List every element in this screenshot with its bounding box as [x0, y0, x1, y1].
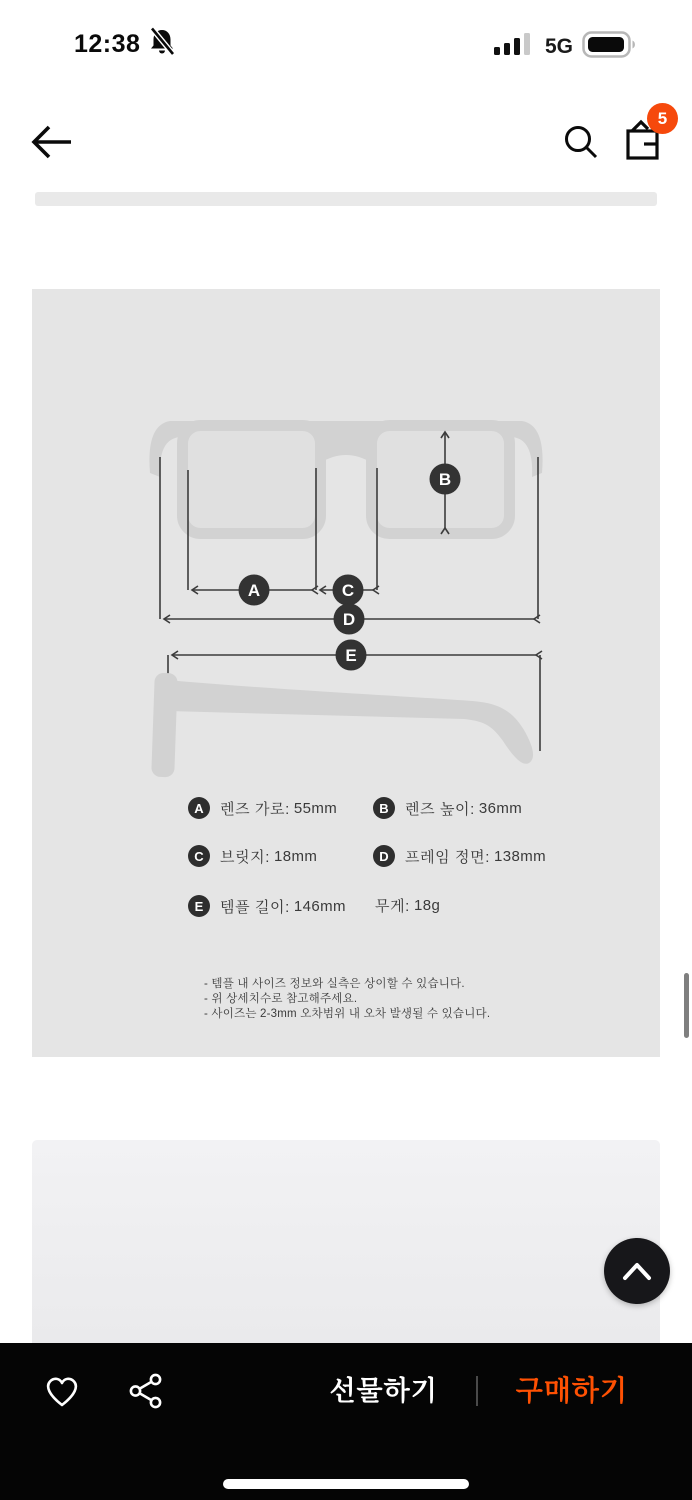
- network-type-label: 5G: [544, 34, 573, 58]
- spec-badge-c: C: [188, 845, 210, 867]
- bottom-action-bar: [0, 1343, 692, 1500]
- next-content-section: [32, 1140, 660, 1343]
- share-button[interactable]: [126, 1371, 166, 1411]
- search-icon[interactable]: [562, 123, 600, 161]
- spec-lens-width: A 렌즈 가로: 55mm: [188, 797, 337, 819]
- glasses-front-view: [149, 421, 542, 534]
- chevron-up-icon: [619, 1259, 655, 1283]
- home-indicator[interactable]: [223, 1479, 469, 1489]
- label-b: B: [438, 470, 452, 489]
- status-time: 12:38: [74, 30, 141, 58]
- section-divider-strip: [35, 192, 657, 206]
- glasses-temple-side-view: [151, 673, 533, 778]
- note-line: - 템플 내 사이즈 정보와 실측은 상이할 수 있습니다.: [204, 978, 465, 990]
- label-e: E: [345, 646, 357, 665]
- bell-muted-icon: [148, 27, 176, 62]
- spec-bridge: C 브릿지: 18mm: [188, 845, 317, 867]
- spec-lens-height: B 렌즈 높이: 36mm: [373, 797, 522, 819]
- size-notes: [204, 977, 490, 1022]
- app-header: [0, 95, 692, 192]
- buy-button[interactable]: 구매하기: [515, 1375, 628, 1406]
- spec-weight: 무게: 18g: [375, 897, 441, 915]
- status-bar: [0, 0, 692, 95]
- bottom-bar-divider: [476, 1376, 478, 1406]
- spec-frame-front: D 프레임 정면: 138mm: [373, 845, 546, 867]
- scroll-to-top-button[interactable]: [604, 1238, 670, 1304]
- size-guide-section: [32, 289, 660, 1057]
- cart-badge: 5: [647, 103, 678, 134]
- spec-badge-b: B: [373, 797, 395, 819]
- spec-badge-a: A: [188, 797, 210, 819]
- label-d: D: [342, 610, 356, 629]
- spec-temple-length: E 템플 길이: 146mm: [188, 895, 346, 917]
- gift-button[interactable]: 선물하기: [329, 1376, 438, 1406]
- label-c: C: [341, 581, 355, 600]
- spec-badge-e: E: [188, 895, 210, 917]
- spec-badge-d: D: [373, 845, 395, 867]
- scrollbar[interactable]: [684, 973, 689, 1038]
- signal-bars-icon: [492, 30, 536, 63]
- glasses-measurement-diagram: [32, 289, 660, 789]
- battery-icon: [582, 31, 638, 63]
- label-a: A: [247, 581, 261, 600]
- share-icon: [127, 1372, 165, 1410]
- back-button[interactable]: [28, 121, 74, 163]
- heart-icon: [42, 1372, 82, 1410]
- wishlist-heart-button[interactable]: [42, 1371, 82, 1411]
- note-line: - 위 상세치수로 참고해주세요.: [204, 993, 358, 1005]
- note-line: - 사이즈는 2-3mm 오차범위 내 오차 발생될 수 있습니다.: [204, 1008, 491, 1020]
